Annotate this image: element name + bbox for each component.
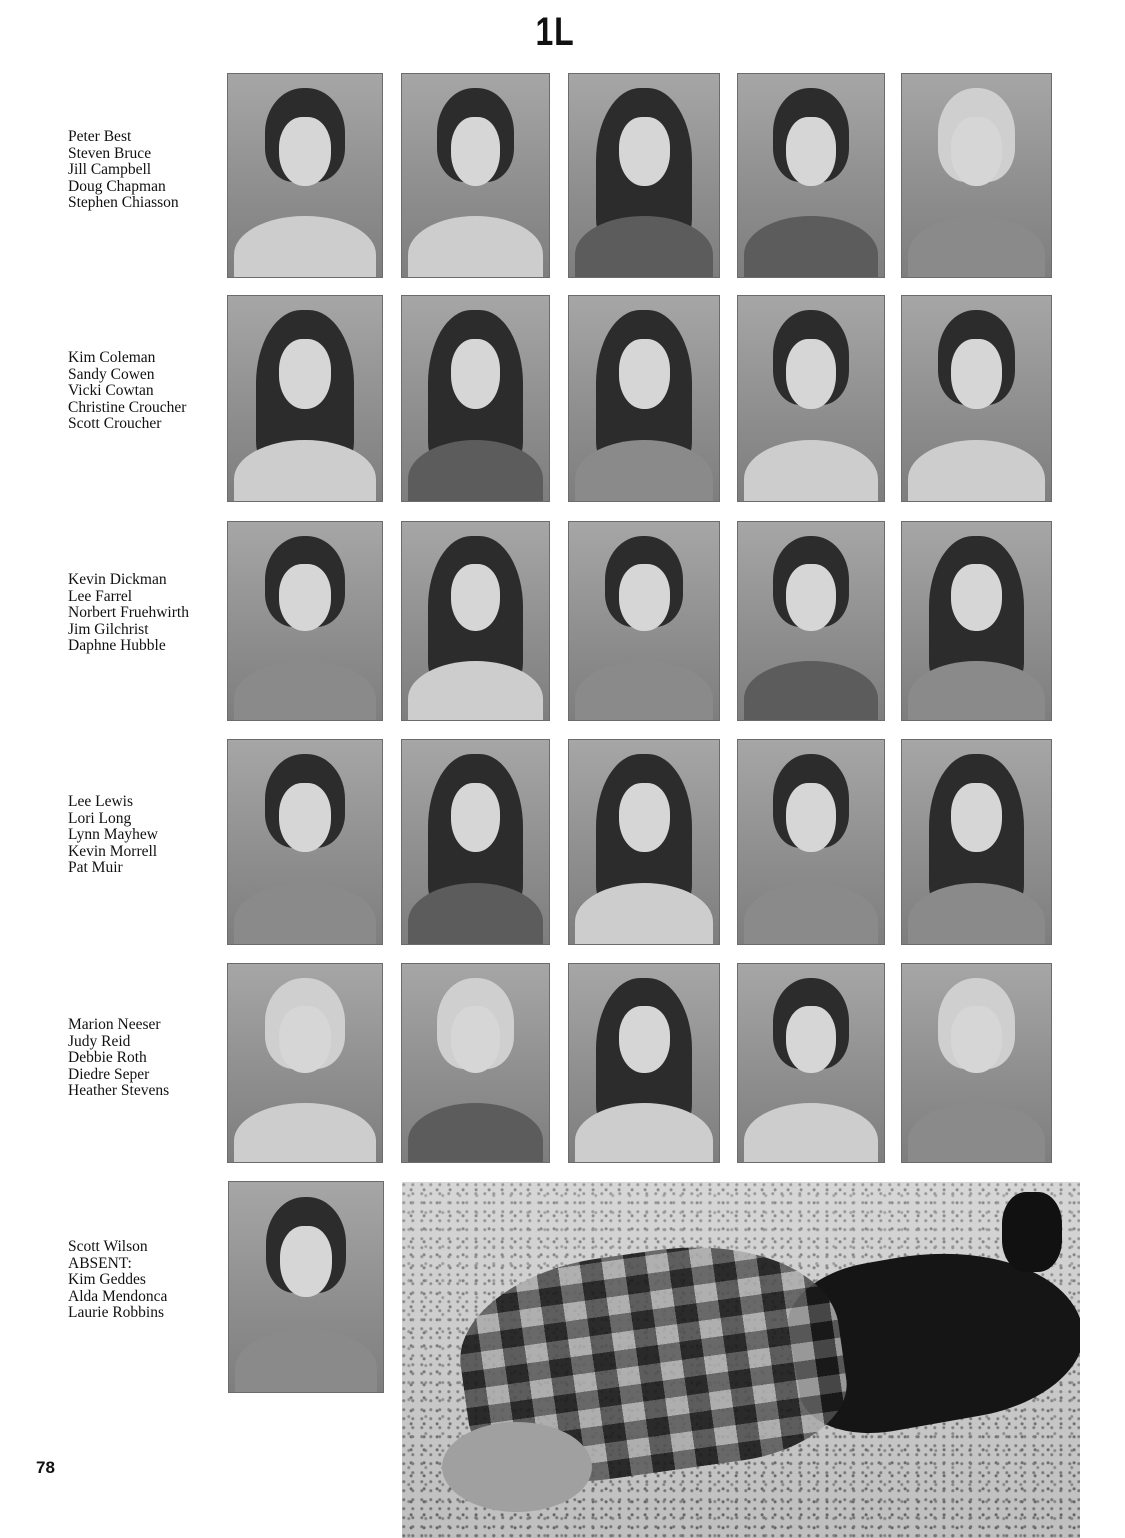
name-label: Scott Croucher xyxy=(68,415,162,432)
student-portrait xyxy=(401,73,550,278)
name-label: Lee Farrel xyxy=(68,587,133,605)
row-1-names xyxy=(68,129,179,212)
student-portrait xyxy=(227,73,383,278)
student-portrait xyxy=(568,295,720,502)
name-label: Lee Lewis xyxy=(68,793,133,810)
student-portrait xyxy=(901,295,1052,502)
name-label: Kim Coleman xyxy=(68,349,156,366)
student-portrait xyxy=(737,521,885,721)
student-portrait xyxy=(901,963,1052,1163)
name-label: Marion Neeser xyxy=(68,1016,161,1033)
student-portrait xyxy=(227,739,383,945)
student-portrait xyxy=(568,963,720,1163)
name-label: Lynn Mayhew xyxy=(68,826,158,843)
student-portrait xyxy=(737,295,885,502)
student-portrait xyxy=(737,963,885,1163)
row-5-names xyxy=(68,1017,169,1100)
student-portrait xyxy=(401,521,550,721)
student-portrait xyxy=(227,521,383,721)
student-portrait xyxy=(228,1181,384,1393)
row-2-names xyxy=(68,350,186,433)
name-label: Judy Reid xyxy=(68,1032,131,1050)
student-portrait xyxy=(737,739,885,945)
student-portrait xyxy=(901,739,1052,945)
name-label: Laurie Robbins xyxy=(68,1304,164,1321)
name-label: Scott Wilson xyxy=(68,1238,148,1255)
name-label: Steven Bruce xyxy=(68,144,152,162)
candid-photo xyxy=(402,1182,1080,1538)
page-number: 78 xyxy=(36,1458,55,1477)
student-portrait xyxy=(401,739,550,945)
name-label: Lori Long xyxy=(68,809,132,827)
name-label: Norbert Fruehwirth xyxy=(68,604,189,621)
page-title: 1L xyxy=(535,10,575,54)
name-label: Kim Geddes xyxy=(68,1271,146,1288)
student-portrait xyxy=(901,521,1052,721)
name-label: Pat Muir xyxy=(68,859,123,876)
name-label: Vicki Cowtan xyxy=(68,382,154,399)
name-label: Heather Stevens xyxy=(68,1082,170,1099)
student-portrait xyxy=(568,521,720,721)
name-label: Diedre Seper xyxy=(68,1065,150,1083)
name-label: Doug Chapman xyxy=(68,177,166,195)
name-label: Peter Best xyxy=(68,128,132,145)
name-label: Debbie Roth xyxy=(68,1049,147,1066)
student-portrait xyxy=(227,963,383,1163)
name-label: Jill Campbell xyxy=(68,161,152,178)
student-portrait xyxy=(568,739,720,945)
student-portrait xyxy=(568,73,720,278)
student-portrait xyxy=(227,295,383,502)
name-label: Kevin Morrell xyxy=(68,842,158,860)
name-label: Sandy Cowen xyxy=(68,365,155,383)
absent-label: ABSENT: xyxy=(68,1254,132,1272)
name-label: Kevin Dickman xyxy=(68,571,167,588)
row-6-names xyxy=(68,1239,167,1322)
student-portrait xyxy=(401,295,550,502)
name-label: Stephen Chiasson xyxy=(68,194,179,211)
row-3-names xyxy=(68,572,189,655)
name-label: Christine Croucher xyxy=(68,398,187,416)
student-portrait xyxy=(901,73,1052,278)
row-4-names xyxy=(68,794,158,877)
name-label: Alda Mendonca xyxy=(68,1287,168,1305)
name-label: Jim Gilchrist xyxy=(68,620,149,638)
student-portrait xyxy=(401,963,550,1163)
name-label: Daphne Hubble xyxy=(68,637,166,654)
student-portrait xyxy=(737,73,885,278)
